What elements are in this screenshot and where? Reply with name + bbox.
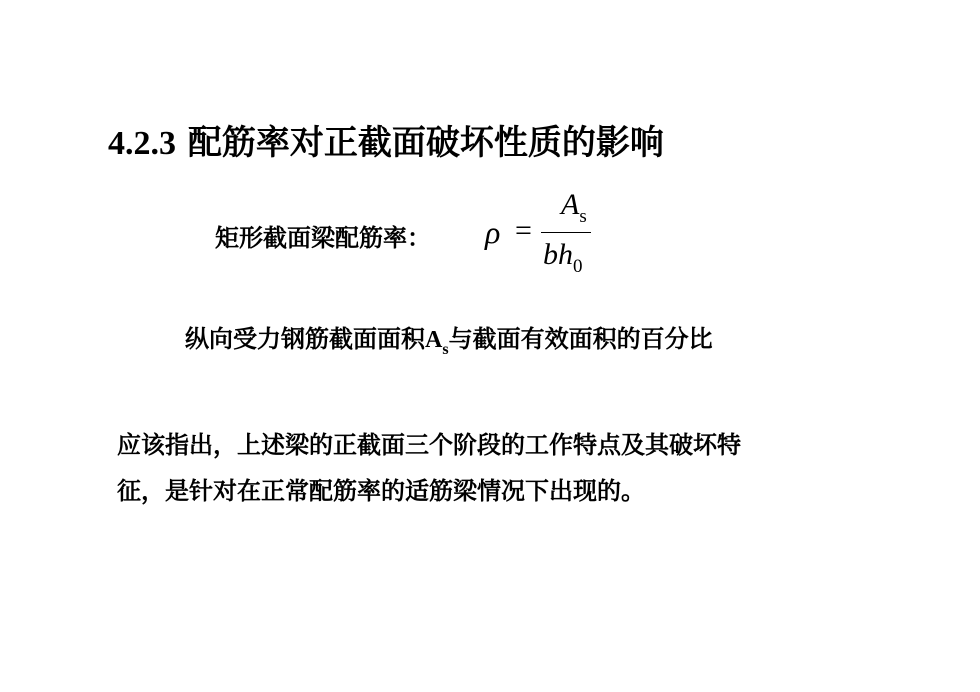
- note-line-1: 应该指出，上述梁的正截面三个阶段的工作特点及其破坏特: [117, 430, 741, 459]
- definition-prefix: 纵向受力钢筋截面面积: [185, 324, 425, 353]
- fraction-bar: [541, 232, 591, 233]
- formula-row: [215, 188, 635, 278]
- formula-lhs: ρ: [485, 214, 501, 250]
- definition-text: [185, 322, 713, 360]
- definition-suffix: 与截面有效面积的百分比: [448, 324, 713, 353]
- numerator-var: A: [561, 188, 580, 221]
- definition-symbol: A: [425, 327, 443, 353]
- note-line-2: 征，是针对在正常配筋率的适筋梁情况下出现的。: [117, 476, 645, 505]
- definition-symbol-sub: s: [442, 341, 449, 358]
- section-heading: [108, 120, 664, 167]
- note-paragraph: [117, 422, 857, 514]
- formula-equals: =: [515, 214, 532, 247]
- denominator-var: bh: [543, 238, 573, 271]
- reinforcement-ratio-formula: [485, 188, 605, 278]
- section-number: 4.2.3: [108, 125, 176, 162]
- section-title: 配筋率对正截面破坏性质的影响: [187, 123, 664, 163]
- formula-denominator: [543, 238, 583, 277]
- formula-numerator: [561, 188, 587, 227]
- denominator-sub: 0: [573, 256, 583, 277]
- numerator-sub: s: [579, 206, 587, 227]
- formula-label: 矩形截面梁配筋率：: [215, 223, 431, 252]
